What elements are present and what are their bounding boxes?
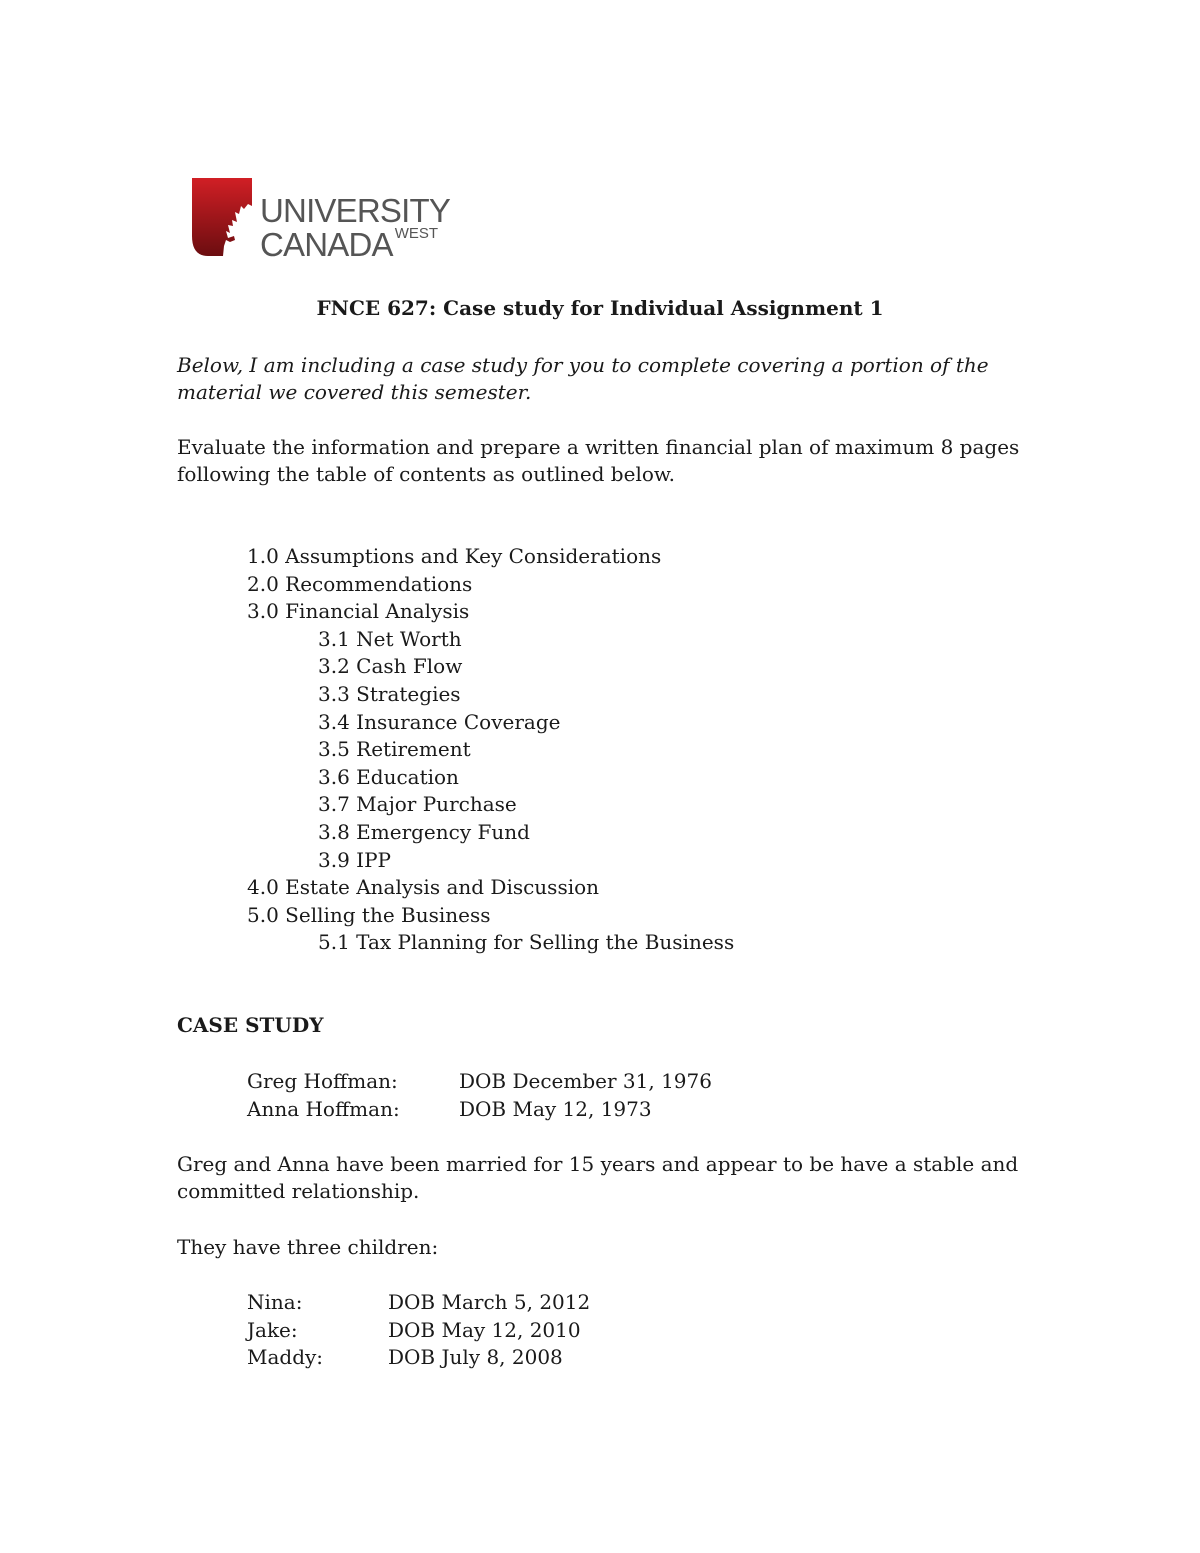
toc-subitem: 5.1 Tax Planning for Selling the Business [318, 930, 735, 955]
logo-wordmark-canada [260, 225, 439, 263]
toc-item: 5.0 Selling the Business [247, 902, 491, 927]
parent-dob: DOB December 31, 1976 [459, 1069, 712, 1093]
child-name: Nina: [247, 1290, 303, 1314]
child-dob: DOB July 8, 2008 [388, 1345, 563, 1369]
toc-subitem: 3.2 Cash Flow [318, 654, 463, 679]
toc-subitem: 3.9 IPP [318, 847, 391, 872]
toc-item: 4.0 Estate Analysis and Discussion [247, 875, 600, 900]
toc-subitem: 3.3 Strategies [318, 681, 461, 706]
children-intro: They have three children: [177, 1235, 439, 1259]
child-row [247, 1289, 590, 1317]
parent-row [247, 1068, 712, 1096]
parents-list [247, 1068, 712, 1123]
child-dob: DOB May 12, 2010 [388, 1317, 581, 1342]
logo-wordmark-west: WEST [394, 225, 439, 242]
logo-wordmark-university: UNIVERSITY [260, 192, 451, 229]
toc-subitem: 3.6 Education [318, 764, 459, 789]
child-row [247, 1317, 590, 1345]
parent-row [247, 1096, 712, 1124]
toc-subitem: 3.8 Emergency Fund [318, 819, 530, 844]
child-dob: DOB March 5, 2012 [388, 1290, 591, 1314]
document-title: FNCE 627: Case study for Individual Assignment 1 [316, 296, 884, 320]
logo-wordmark-canada-text: CANADA [260, 226, 393, 263]
table-of-contents [247, 543, 734, 957]
instructions-paragraph: Evaluate the information and prepare a written financial plan of maximum 8 pages following the table of contents as outlined below. [177, 435, 1020, 486]
child-row [247, 1344, 590, 1372]
toc-item: 2.0 Recommendations [247, 571, 473, 596]
child-name: Maddy: [247, 1345, 324, 1369]
marriage-paragraph: Greg and Anna have been married for 15 years and appear to be have a stable and committed relationship. [177, 1152, 1019, 1203]
toc-subitem: 3.4 Insurance Coverage [318, 709, 561, 734]
toc-subitem: 3.5 Retirement [318, 737, 471, 762]
university-logo [190, 176, 470, 263]
parent-name: Anna Hoffman: [247, 1096, 400, 1121]
toc-subitem: 3.7 Major Purchase [318, 792, 517, 817]
parent-name: Greg Hoffman: [247, 1069, 398, 1093]
intro-paragraph: Below, I am including a case study for you to complete covering a portion of the material we covered this semester. [177, 353, 989, 404]
children-list [247, 1289, 590, 1372]
parent-dob: DOB May 12, 1973 [459, 1096, 652, 1121]
case-study-heading: CASE STUDY [177, 1013, 324, 1037]
toc-item: 1.0 Assumptions and Key Considerations [247, 544, 662, 568]
maple-leaf-emblem-icon [190, 176, 254, 258]
toc-item: 3.0 Financial Analysis [247, 599, 470, 624]
child-name: Jake: [247, 1317, 298, 1342]
toc-subitem: 3.1 Net Worth [318, 626, 462, 651]
